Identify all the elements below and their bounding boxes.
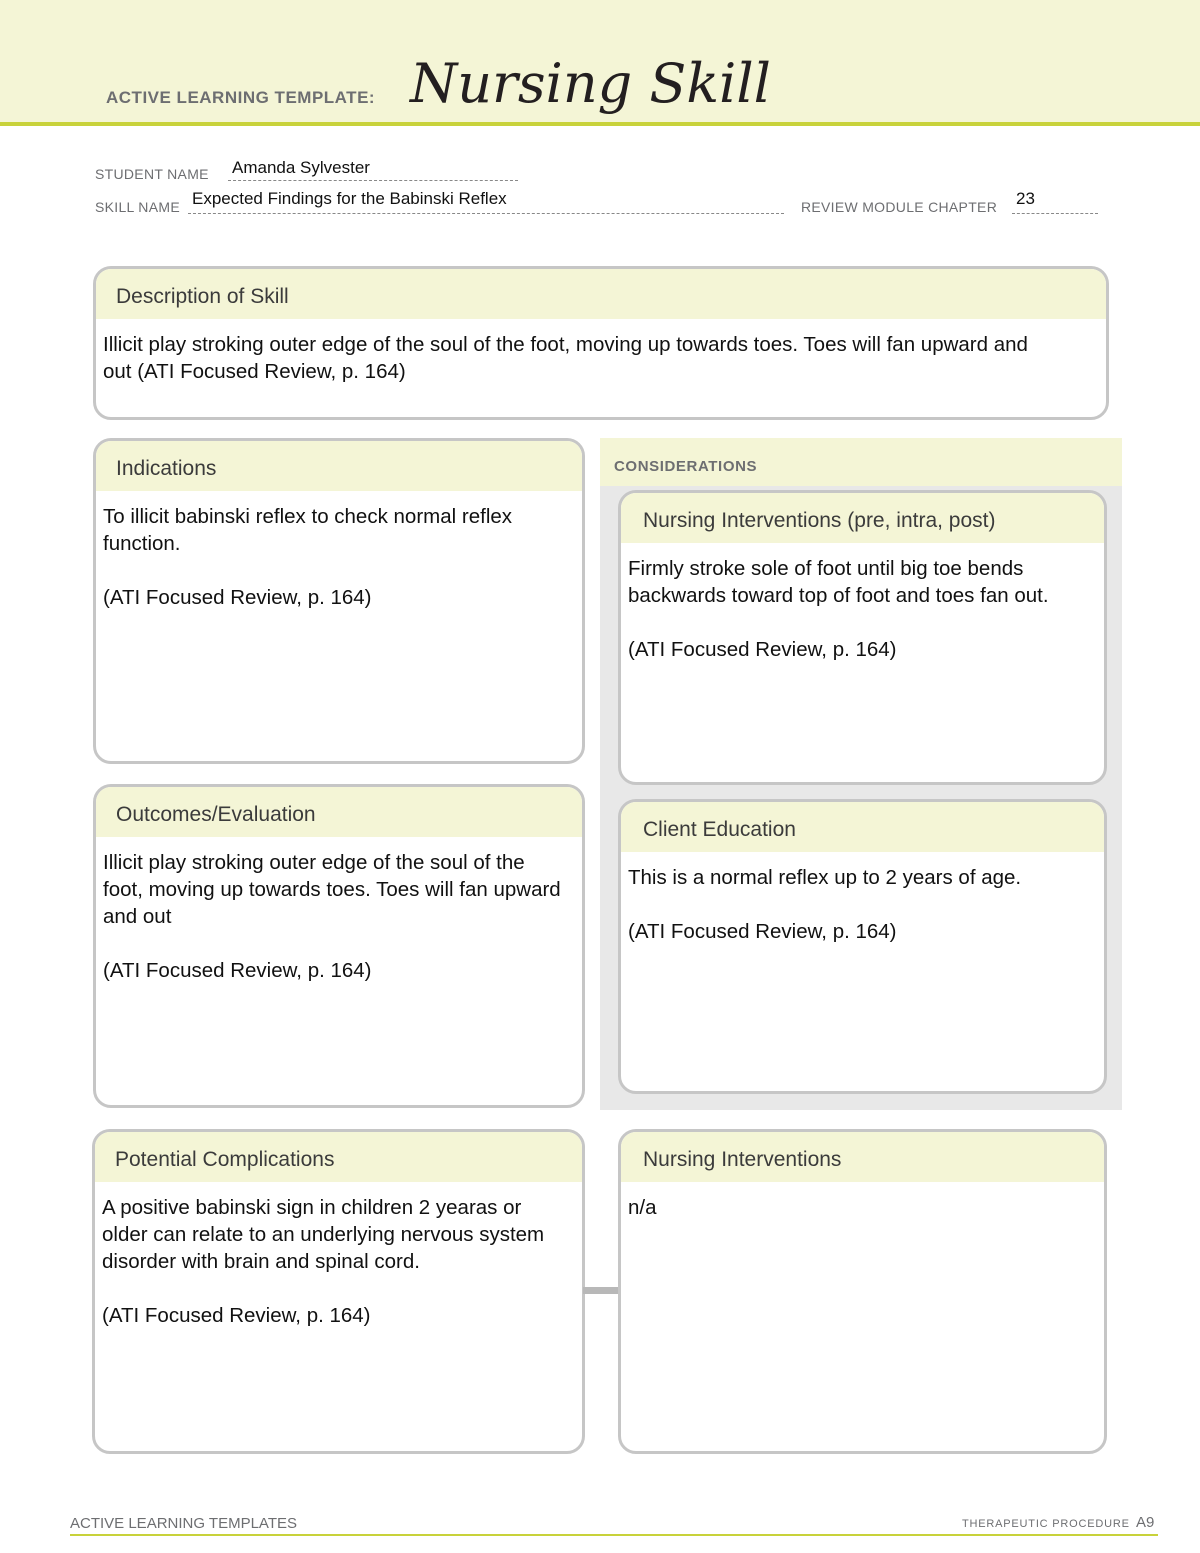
client-education-title: Client Education (621, 802, 1104, 852)
nursing-interventions-title: Nursing Interventions (621, 1132, 1104, 1182)
review-module-field[interactable]: 23 (1016, 189, 1035, 208)
outcomes-card (93, 784, 585, 1108)
nursing-interventions-pre-body[interactable]: Firmly stroke sole of foot until big toe bends backwards toward top of foot and toes fan out. (ATI Focused Review, p. 164) (628, 557, 1049, 661)
nursing-interventions-pre-title: Nursing Interventions (pre, intra, post) (621, 493, 1104, 543)
footer-left: ACTIVE LEARNING TEMPLATES (70, 1515, 297, 1532)
potential-complications-card (92, 1129, 585, 1454)
student-name-underline (228, 180, 518, 181)
nursing-interventions-pre-card (618, 490, 1107, 785)
potential-complications-title: Potential Complications (95, 1132, 582, 1182)
outcomes-body[interactable]: Illicit play stroking outer edge of the soul of the foot, moving up towards toes. Toes will fan upward and out (ATI Focused Review, p. 164) (103, 851, 561, 982)
considerations-label: CONSIDERATIONS (614, 458, 758, 475)
template-label: ACTIVE LEARNING TEMPLATE: (106, 88, 376, 107)
nursing-interventions-card (618, 1129, 1107, 1454)
indications-card (93, 438, 585, 764)
skill-name-underline (188, 213, 784, 214)
nursing-interventions-body[interactable]: n/a (628, 1196, 657, 1219)
footer-rule (70, 1534, 1158, 1536)
indications-body[interactable]: To illicit babinski reflex to check normal reflex function. (ATI Focused Review, p. 164) (103, 505, 513, 609)
potential-complications-body[interactable]: A positive babinski sign in children 2 yearas or older can relate to an underlying nervous system disorder with brain and spinal cord. (ATI Focused Review, p. 164) (102, 1196, 545, 1327)
description-card (93, 266, 1109, 420)
description-body[interactable]: Illicit play stroking outer edge of the soul of the foot, moving up towards toes. Toes will fan upward and out (ATI Focused Review, p. 164) (103, 333, 1028, 383)
indications-title: Indications (96, 441, 582, 491)
outcomes-title: Outcomes/Evaluation (96, 787, 582, 837)
skill-name-field[interactable]: Expected Findings for the Babinski Reflex (192, 189, 507, 208)
page-title: Nursing Skill (410, 52, 771, 115)
client-education-body[interactable]: This is a normal reflex up to 2 years of age. (ATI Focused Review, p. 164) (628, 866, 1022, 943)
review-module-label: REVIEW MODULE CHAPTER (801, 199, 998, 215)
review-module-underline (1012, 213, 1098, 214)
footer-right: THERAPEUTIC PROCEDURE (962, 1518, 1130, 1530)
client-education-card (618, 799, 1107, 1094)
skill-name-label: SKILL NAME (95, 199, 180, 215)
description-title: Description of Skill (96, 269, 1106, 319)
header-rule (0, 122, 1200, 126)
footer-page-number: A9 (1136, 1514, 1155, 1531)
student-name-field[interactable]: Amanda Sylvester (232, 158, 370, 177)
connector-bar (583, 1287, 621, 1294)
student-name-label: STUDENT NAME (95, 166, 209, 182)
